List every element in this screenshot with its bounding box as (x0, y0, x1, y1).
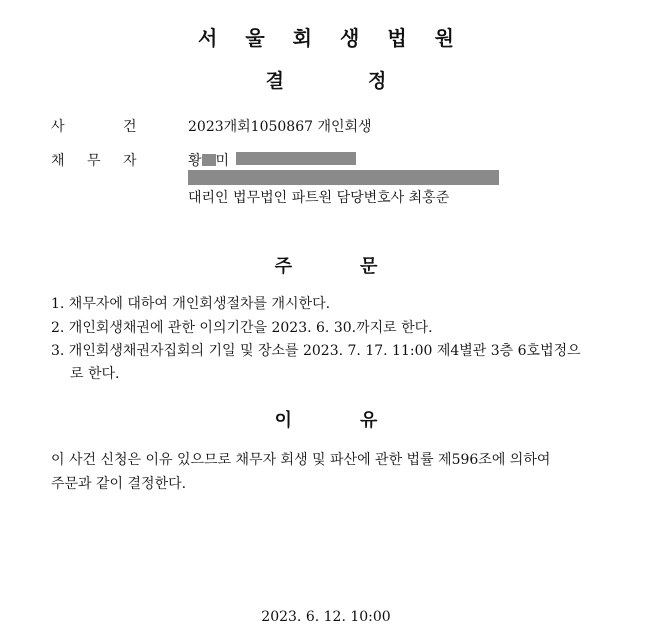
case-label-char: 건 (123, 119, 137, 135)
redaction-block (202, 154, 216, 166)
order-item: 3. 개인회생채권자집회의 기일 및 장소를 2023. 7. 17. 11:00 제4별관 3층 6호법정으 (51, 343, 581, 359)
order-title-char: 문 (360, 256, 378, 277)
decision-date: 2023. 6. 12. 10:00 (261, 609, 391, 625)
order-title-char: 주 (274, 256, 292, 277)
debtor-name (188, 150, 229, 170)
document-type-char: 결 (265, 70, 284, 92)
court-name-char: 법 (387, 26, 407, 50)
court-name-char: 울 (245, 26, 265, 50)
debtor-label-char: 채 (51, 153, 65, 169)
order-item-continuation: 로 한다. (70, 366, 120, 382)
case-number: 2023개회1050867 개인회생 (188, 119, 372, 135)
redaction-block (188, 170, 499, 185)
debtor-label-char: 무 (87, 153, 101, 169)
order-item: 1. 채무자에 대하여 개인회생절차를 개시한다. (51, 296, 331, 312)
court-name (0, 22, 652, 51)
court-name-char: 생 (340, 26, 360, 50)
debtor-name-last: 미 (215, 153, 230, 169)
court-name-char: 서 (198, 26, 218, 50)
case-label-char: 사 (51, 119, 65, 135)
order-item: 2. 개인회생채권에 관한 이의기간을 2023. 6. 30.까지로 한다. (51, 320, 433, 336)
court-name-char: 회 (292, 26, 312, 50)
court-name-char: 원 (434, 26, 454, 50)
reason-text: 이 사건 신청은 이유 있으므로 채무자 회생 및 파산에 관한 법률 제596조에 의하여 (51, 452, 551, 468)
order-title (0, 252, 652, 278)
case-label (51, 116, 159, 136)
redaction-block (236, 152, 356, 165)
representative: 대리인 법무법인 파트원 담당변호사 최홍준 (188, 190, 450, 206)
debtor-label (51, 150, 159, 170)
reason-text: 주문과 같이 결정한다. (51, 476, 187, 492)
document-type (0, 66, 652, 93)
reason-title-char: 이 (274, 410, 292, 431)
debtor-name-first: 황 (188, 153, 202, 169)
reason-title (0, 406, 652, 432)
debtor-label-char: 자 (123, 153, 137, 169)
reason-title-char: 유 (360, 410, 378, 431)
document-type-char: 정 (368, 70, 387, 92)
